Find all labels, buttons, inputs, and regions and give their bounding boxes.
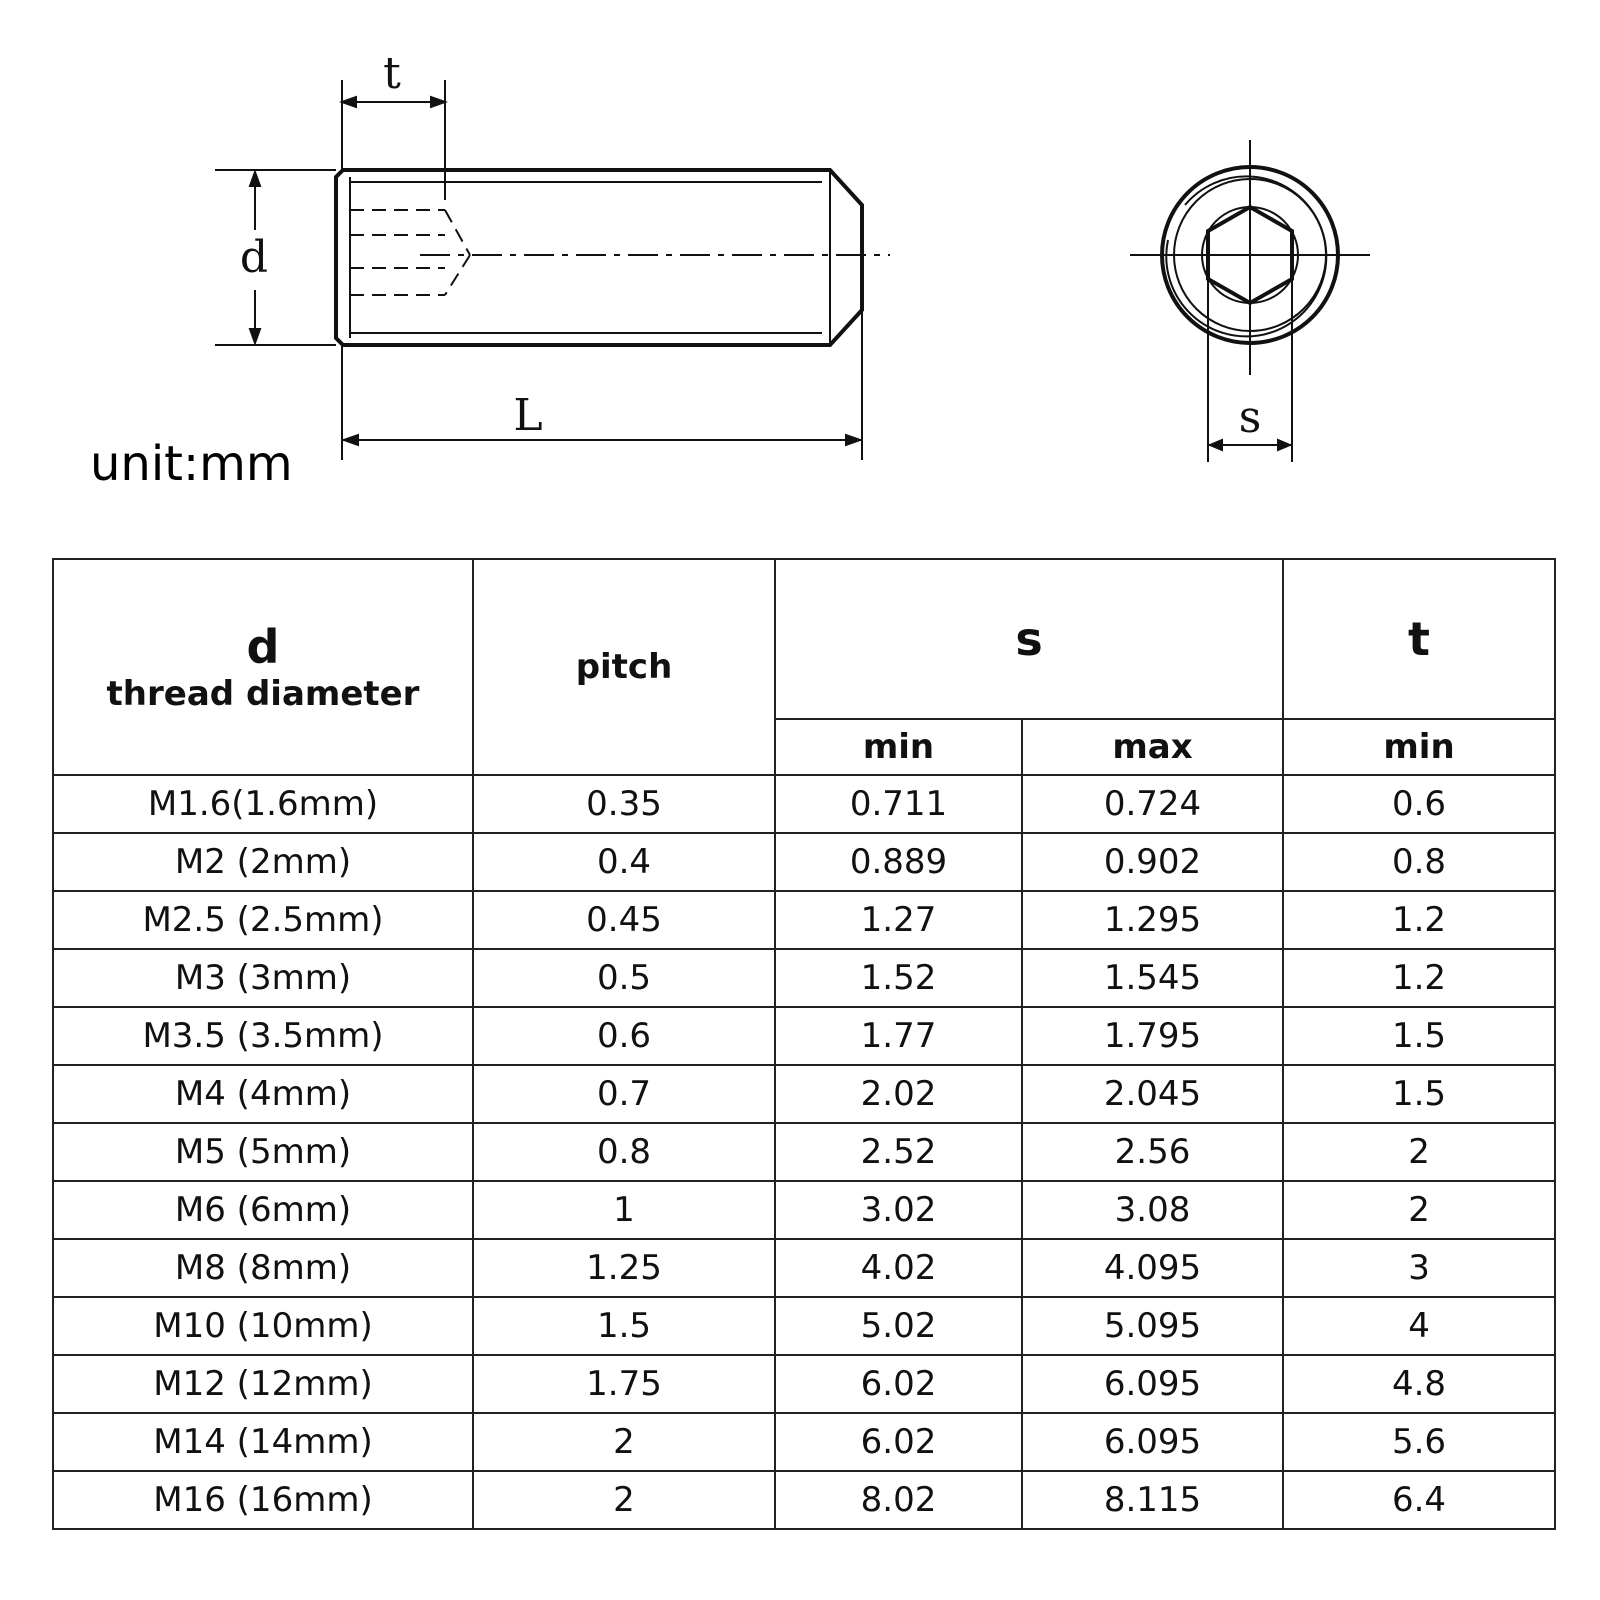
header-t-symbol: t: [1408, 612, 1431, 666]
cell-pitch: 2: [473, 1413, 775, 1471]
header-s-min: min: [775, 719, 1022, 775]
table-row: [53, 1239, 1555, 1297]
cell-pitch: 0.45: [473, 891, 775, 949]
cell-s-min: 1.52: [775, 949, 1022, 1007]
header-d-text: thread diameter: [106, 674, 420, 714]
cell-d: M1.6(1.6mm): [53, 775, 473, 833]
header-t-min: min: [1283, 719, 1555, 775]
cell-s-max: 0.724: [1022, 775, 1283, 833]
table-row: [53, 1297, 1555, 1355]
cell-s-max: 1.545: [1022, 949, 1283, 1007]
header-d-symbol: d: [246, 620, 280, 674]
table-row: [53, 1181, 1555, 1239]
cell-pitch: 0.6: [473, 1007, 775, 1065]
cell-s-max: 8.115: [1022, 1471, 1283, 1529]
cell-s-max: 5.095: [1022, 1297, 1283, 1355]
cell-pitch: 0.4: [473, 833, 775, 891]
cell-t-min: 1.5: [1283, 1065, 1555, 1123]
table-row: [53, 1123, 1555, 1181]
table-row: [53, 1355, 1555, 1413]
cell-t-min: 6.4: [1283, 1471, 1555, 1529]
cell-d: M4 (4mm): [53, 1065, 473, 1123]
table-row: [53, 833, 1555, 891]
screw-end-view: [1130, 140, 1370, 375]
header-t: [1283, 559, 1555, 719]
cell-pitch: 0.8: [473, 1123, 775, 1181]
cell-pitch: 1.5: [473, 1297, 775, 1355]
cell-t-min: 4.8: [1283, 1355, 1555, 1413]
cell-s-min: 6.02: [775, 1355, 1022, 1413]
cell-s-min: 2.02: [775, 1065, 1022, 1123]
cell-s-min: 6.02: [775, 1413, 1022, 1471]
cell-d: M6 (6mm): [53, 1181, 473, 1239]
header-s-symbol: s: [1015, 612, 1043, 666]
cell-d: M12 (12mm): [53, 1355, 473, 1413]
cell-d: M8 (8mm): [53, 1239, 473, 1297]
cell-s-max: 4.095: [1022, 1239, 1283, 1297]
cell-s-min: 3.02: [775, 1181, 1022, 1239]
table-row: [53, 949, 1555, 1007]
screw-side-view: [336, 170, 890, 345]
label-s: s: [1238, 392, 1262, 443]
cell-pitch: 0.7: [473, 1065, 775, 1123]
cell-t-min: 5.6: [1283, 1413, 1555, 1471]
cell-s-min: 0.711: [775, 775, 1022, 833]
header-s: [775, 559, 1283, 719]
cell-s-min: 4.02: [775, 1239, 1022, 1297]
label-d: d: [239, 232, 269, 283]
cell-pitch: 2: [473, 1471, 775, 1529]
spec-table-body: [53, 775, 1555, 1529]
cell-s-max: 6.095: [1022, 1355, 1283, 1413]
cell-d: M3.5 (3.5mm): [53, 1007, 473, 1065]
cell-pitch: 1: [473, 1181, 775, 1239]
cell-t-min: 1.2: [1283, 891, 1555, 949]
cell-d: M5 (5mm): [53, 1123, 473, 1181]
cell-t-min: 1.5: [1283, 1007, 1555, 1065]
cell-s-max: 1.295: [1022, 891, 1283, 949]
cell-s-min: 1.77: [775, 1007, 1022, 1065]
unit-label: unit:mm: [90, 436, 293, 492]
table-row: [53, 775, 1555, 833]
cell-d: M2 (2mm): [53, 833, 473, 891]
table-row: [53, 1065, 1555, 1123]
cell-t-min: 0.8: [1283, 833, 1555, 891]
table-row: [53, 1413, 1555, 1471]
cell-t-min: 4: [1283, 1297, 1555, 1355]
cell-s-max: 0.902: [1022, 833, 1283, 891]
cell-pitch: 1.75: [473, 1355, 775, 1413]
cell-d: M10 (10mm): [53, 1297, 473, 1355]
cell-s-min: 1.27: [775, 891, 1022, 949]
dimension-d: [215, 170, 336, 345]
cell-pitch: 0.5: [473, 949, 775, 1007]
table-row: [53, 891, 1555, 949]
header-pitch: pitch: [473, 559, 775, 775]
cell-s-max: 2.56: [1022, 1123, 1283, 1181]
cell-s-min: 8.02: [775, 1471, 1022, 1529]
cell-d: M3 (3mm): [53, 949, 473, 1007]
cell-s-max: 1.795: [1022, 1007, 1283, 1065]
label-L: L: [513, 390, 543, 441]
cell-s-min: 0.889: [775, 833, 1022, 891]
cell-pitch: 0.35: [473, 775, 775, 833]
cell-s-max: 3.08: [1022, 1181, 1283, 1239]
cell-t-min: 3: [1283, 1239, 1555, 1297]
cell-t-min: 0.6: [1283, 775, 1555, 833]
cell-t-min: 2: [1283, 1181, 1555, 1239]
cell-t-min: 1.2: [1283, 949, 1555, 1007]
header-s-max: max: [1022, 719, 1283, 775]
spec-table: [52, 558, 1556, 1530]
cell-t-min: 2: [1283, 1123, 1555, 1181]
cell-s-min: 2.52: [775, 1123, 1022, 1181]
cell-s-max: 2.045: [1022, 1065, 1283, 1123]
cell-d: M14 (14mm): [53, 1413, 473, 1471]
cell-d: M16 (16mm): [53, 1471, 473, 1529]
cell-s-min: 5.02: [775, 1297, 1022, 1355]
cell-s-max: 6.095: [1022, 1413, 1283, 1471]
table-row: [53, 1007, 1555, 1065]
header-d: [53, 559, 473, 775]
table-row: [53, 1471, 1555, 1529]
cell-d: M2.5 (2.5mm): [53, 891, 473, 949]
label-t: t: [383, 48, 401, 99]
cell-pitch: 1.25: [473, 1239, 775, 1297]
